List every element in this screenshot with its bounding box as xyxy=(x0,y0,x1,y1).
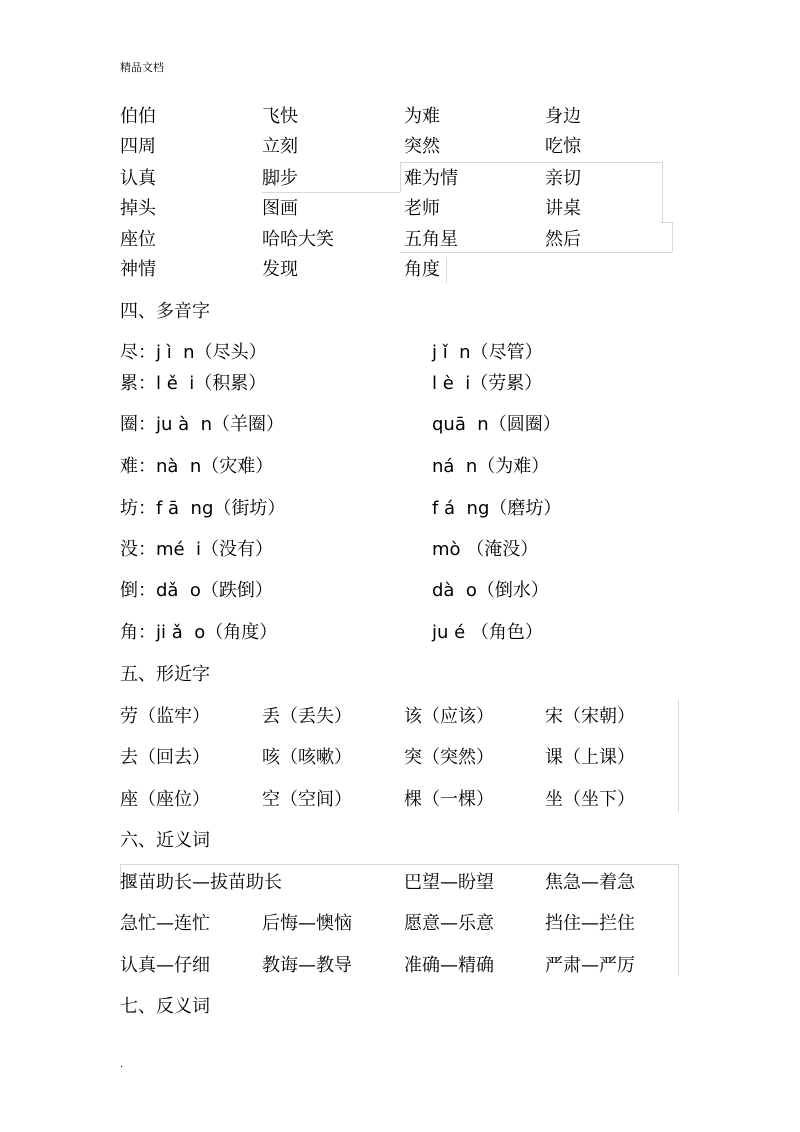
table-rule xyxy=(120,864,678,865)
similar-char: 空（空间） xyxy=(262,789,352,810)
table-rule xyxy=(400,162,401,192)
synonym-pair: 揠苗助长—拔苗助长 xyxy=(120,872,282,893)
section-title-antonyms: 七、反义词 xyxy=(120,996,210,1017)
similar-char: 突（突然） xyxy=(404,747,494,768)
polyphonic-reading: 圈：ju à n（羊圈） xyxy=(120,414,285,435)
polyphonic-reading: 没：mé i（没有） xyxy=(120,539,274,560)
word-cell: 难为情 xyxy=(404,168,458,189)
table-rule xyxy=(446,257,447,283)
word-cell: 然后 xyxy=(545,229,581,250)
page-header: 精品文档 xyxy=(120,61,164,74)
word-cell: 发现 xyxy=(262,259,298,280)
word-cell: 身边 xyxy=(545,106,581,127)
polyphonic-reading: mò （淹没） xyxy=(432,539,539,560)
similar-char: 棵（一棵） xyxy=(404,789,494,810)
word-cell: 立刻 xyxy=(262,136,298,157)
polyphonic-reading: 累：l ě i（积累） xyxy=(120,373,267,394)
table-rule xyxy=(672,222,673,252)
word-cell: 脚步 xyxy=(262,168,298,189)
synonym-pair: 严肃—严厉 xyxy=(545,955,635,976)
synonym-pair: 认真—仔细 xyxy=(120,955,210,976)
polyphonic-reading: 尽：j ì n（尽头） xyxy=(120,342,267,363)
similar-char: 座（座位） xyxy=(120,789,210,810)
table-rule xyxy=(400,162,662,163)
similar-char: 坐（坐下） xyxy=(545,789,635,810)
polyphonic-reading: 难：nà n（灾难） xyxy=(120,456,274,477)
polyphonic-reading: 角：ji ǎ o（角度） xyxy=(120,622,278,643)
word-cell: 五角星 xyxy=(404,229,458,250)
table-rule xyxy=(262,192,400,193)
word-cell: 座位 xyxy=(120,229,156,250)
similar-char: 劳（监牢） xyxy=(120,706,210,727)
word-cell: 亲切 xyxy=(545,168,581,189)
polyphonic-reading: quā n（圆圈） xyxy=(432,414,561,435)
word-cell: 伯伯 xyxy=(120,106,156,127)
similar-char: 宋（宋朝） xyxy=(545,706,635,727)
word-cell: 四周 xyxy=(120,136,156,157)
polyphonic-reading: ná n（为难） xyxy=(432,456,550,477)
synonym-pair: 后悔—懊恼 xyxy=(262,913,352,934)
table-rule xyxy=(678,864,679,976)
polyphonic-reading: l è i（劳累） xyxy=(432,373,543,394)
polyphonic-reading: f á ng（磨坊） xyxy=(432,498,562,519)
section-title-synonyms: 六、近义词 xyxy=(120,830,210,851)
synonym-pair: 急忙—连忙 xyxy=(120,913,210,934)
word-cell: 突然 xyxy=(404,136,440,157)
footer-mark: . xyxy=(120,1059,124,1070)
similar-char: 去（回去） xyxy=(120,747,210,768)
word-cell: 掉头 xyxy=(120,198,156,219)
table-rule xyxy=(400,252,672,253)
word-cell: 图画 xyxy=(262,198,298,219)
polyphonic-reading: 坊：f ā ng（街坊） xyxy=(120,498,286,519)
table-rule xyxy=(660,222,672,223)
similar-char: 课（上课） xyxy=(545,747,635,768)
similar-char: 丢（丢失） xyxy=(262,706,352,727)
polyphonic-reading: 倒：dǎ o（跌倒） xyxy=(120,580,273,601)
synonym-pair: 巴望—盼望 xyxy=(404,872,494,893)
synonym-pair: 愿意—乐意 xyxy=(404,913,494,934)
similar-char: 该（应该） xyxy=(404,706,494,727)
polyphonic-reading: dà o（倒水） xyxy=(432,580,549,601)
word-cell: 哈哈大笑 xyxy=(262,229,334,250)
table-rule xyxy=(662,162,663,222)
word-cell: 讲桌 xyxy=(545,198,581,219)
section-title-similar: 五、形近字 xyxy=(120,664,210,685)
table-rule xyxy=(678,700,679,812)
word-cell: 角度 xyxy=(404,259,440,280)
synonym-pair: 教诲—教导 xyxy=(262,955,352,976)
synonym-pair: 挡住—拦住 xyxy=(545,913,635,934)
word-cell: 认真 xyxy=(120,168,156,189)
word-cell: 神情 xyxy=(120,259,156,280)
synonym-pair: 焦急—着急 xyxy=(545,872,635,893)
word-cell: 为难 xyxy=(404,106,440,127)
synonym-pair: 准确—精确 xyxy=(404,955,494,976)
word-cell: 吃惊 xyxy=(545,136,581,157)
word-cell: 飞快 xyxy=(262,106,298,127)
similar-char: 咳（咳嗽） xyxy=(262,747,352,768)
polyphonic-reading: j ǐ n（尽管） xyxy=(432,342,543,363)
section-title-polyphonic: 四、多音字 xyxy=(120,301,210,322)
polyphonic-reading: ju é （角色） xyxy=(432,622,543,643)
word-cell: 老师 xyxy=(404,198,440,219)
